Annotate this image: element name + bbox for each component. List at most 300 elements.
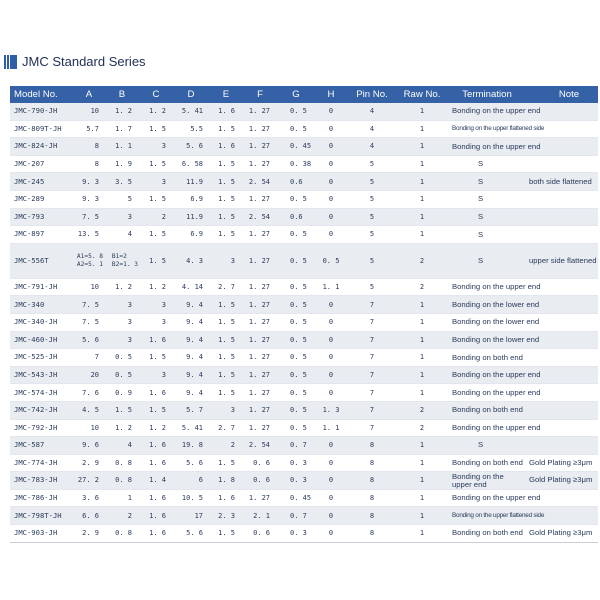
dim-a-cell: 13. 5 [77,230,99,239]
table-row [10,437,598,455]
raw-no-cell: 1 [419,107,425,116]
note-cell [526,226,598,243]
termination-cell: Bonding on the upper end [452,141,541,151]
dim-d-cell: 9. 4 [186,318,203,327]
dim-f-cell: 2. 54 [248,177,270,186]
termination-cell: Bonding on the upper end [452,471,504,489]
dim-b-cell: 0. 8 [115,476,132,485]
dim-d-cell: 5. 41 [181,107,203,116]
dim-h-cell: 1. 1 [322,423,340,432]
dim-h-cell: 0 [328,494,334,503]
dim-h-cell: 0 [328,107,334,116]
dim-f-cell: 1. 27 [248,159,270,168]
termination-cell: Bonding on the upper end [452,422,541,432]
dim-b-cell: 1. 7 [115,124,132,133]
termination-cell: Bonding on the upper end [452,282,541,292]
dim-b-cell: 1. 2 [115,423,132,432]
dim-g-cell: 0. 5 [290,318,307,327]
dim-c-cell: 3 [161,318,166,327]
raw-no-cell: 1 [419,335,425,344]
dim-h-cell: 0 [328,318,334,327]
dim-d-cell: 4. 14 [181,282,203,291]
dim-c-cell: 1. 2 [149,423,166,432]
dim-c-cell: 3 [161,177,166,186]
dim-d-cell: 11.9 [186,212,203,221]
pin-no-cell: 7 [369,406,375,415]
dim-b-cell: B1=2 B2=1. 3 [111,252,138,268]
dim-e-cell: 1. 5 [218,124,235,133]
dim-a-cell: 8 [94,159,99,168]
dim-a-cell: 10 [90,107,99,116]
raw-no-cell: 1 [419,353,425,362]
dim-b-cell: 1. 9 [115,159,132,168]
model-no-cell: JMC-791-JH [14,281,58,291]
table-row [10,332,598,350]
dim-g-cell: 0. 5 [290,353,307,362]
termination-cell: Bonding on the upper flattened side [452,124,545,132]
termination-cell: S [478,176,484,186]
note-cell: Gold Plating ≥3μm [529,528,593,538]
dim-c-cell: 1. 5 [149,159,166,168]
dim-c-cell: 1. 6 [149,494,166,503]
dim-a-cell: 2. 9 [82,458,99,467]
dim-f-cell: 2. 54 [248,441,270,450]
raw-no-cell: 1 [419,142,425,151]
note-cell [526,507,598,524]
dim-d-cell: 9. 4 [186,335,203,344]
termination-cell: Bonding on both end [452,405,523,415]
dim-f-cell: 1. 27 [248,335,270,344]
dim-b-cell: 3 [127,212,132,221]
table-row [10,103,598,121]
dim-b-cell: 2 [127,511,132,520]
dim-h-cell: 1. 3 [322,406,340,415]
raw-no-cell: 1 [419,195,425,204]
dim-c-cell: 1. 6 [149,458,166,467]
dim-a-cell: 3. 6 [82,494,99,503]
model-no-cell: JMC-809T-JH [14,123,62,133]
dim-e-cell: 1. 5 [218,388,235,397]
dim-a-cell: 20 [90,370,99,379]
dim-f-cell: 1. 27 [248,388,270,397]
raw-no-cell: 2 [419,423,425,432]
dim-d-cell: 5. 6 [186,142,203,151]
note-cell: both side flattened [529,176,592,186]
table-row [10,384,598,402]
dim-c-cell: 1. 6 [149,441,166,450]
note-cell: Gold Plating ≥3μm [529,457,593,467]
dim-c-cell: 3 [161,370,166,379]
dim-g-cell: 0. 45 [290,142,312,151]
dim-g-cell: 0. 3 [290,476,307,485]
dim-b-cell: 0. 8 [115,458,132,467]
dim-f-cell: 1. 27 [248,195,270,204]
header-raw-no: Raw No. [403,88,441,100]
dim-a-cell: 5. 6 [82,335,99,344]
header-termination: Termination [462,88,512,100]
dim-e-cell: 1. 6 [218,142,235,151]
pin-no-cell: 7 [369,423,375,432]
dim-g-cell: 0. 5 [290,335,307,344]
model-no-cell: JMC-742-JH [14,405,58,415]
raw-no-cell: 1 [419,370,425,379]
table-row [10,349,598,367]
pin-no-cell: 8 [369,529,375,538]
dim-d-cell: 6. 58 [181,159,203,168]
raw-no-cell: 1 [419,458,425,467]
dim-f-cell: 1. 27 [248,406,270,415]
dim-d-cell: 5. 41 [181,423,203,432]
dim-g-cell: 0. 38 [290,159,312,168]
dim-h-cell: 0 [328,388,334,397]
header-e: E [222,88,230,100]
dim-d-cell: 9. 4 [186,353,203,362]
section-marker-icon [4,55,17,69]
termination-cell: Bonding on the lower end [452,317,540,327]
header-model-no: Model No. [14,88,58,100]
pin-no-cell: 7 [369,335,375,344]
pin-no-cell: 4 [369,142,375,151]
dim-f-cell: 1. 27 [248,124,270,133]
dim-c-cell: 1. 6 [149,529,166,538]
termination-cell: Bonding on the upper end [452,387,541,397]
header-pin-no: Pin No. [356,88,388,100]
dim-e-cell: 2. 7 [218,282,235,291]
dim-d-cell: 6.9 [190,195,203,204]
dim-d-cell: 6.9 [190,230,203,239]
termination-cell: S [478,194,484,204]
model-no-cell: JMC-525-JH [14,352,58,362]
dim-f-cell: 0. 6 [253,458,270,467]
raw-no-cell: 1 [419,177,425,186]
dim-e-cell: 2 [230,441,235,450]
dim-f-cell: 0. 6 [253,476,270,485]
model-no-cell: JMC-245 [14,176,45,186]
pin-no-cell: 5 [369,282,375,291]
note-cell [526,191,598,208]
dim-e-cell: 3 [230,406,235,415]
header-c: C [152,88,160,100]
raw-no-cell: 2 [419,282,425,291]
dim-g-cell: 0. 7 [290,441,307,450]
pin-no-cell: 4 [369,124,375,133]
dim-a-cell: 7 [94,353,99,362]
dim-f-cell: 1. 27 [248,282,270,291]
header-note: Note [558,88,580,100]
table-row [10,191,598,209]
dim-b-cell: 1 [127,494,132,503]
pin-no-cell: 5 [369,159,375,168]
note-cell [526,121,598,138]
dim-g-cell: 0. 5 [290,406,307,415]
raw-no-cell: 1 [419,494,425,503]
dim-d-cell: 5. 6 [186,529,203,538]
model-no-cell: JMC-798T-JH [14,510,62,520]
pin-no-cell: 7 [369,388,375,397]
termination-cell: S [478,211,484,221]
page-title: JMC Standard Series [22,54,146,69]
model-no-cell: JMC-289 [14,194,45,204]
raw-no-cell: 2 [419,406,425,415]
dim-h-cell: 0 [328,300,334,309]
note-cell [526,437,598,454]
note-cell: Gold Plating ≥3μm [529,475,593,485]
table-row [10,279,598,297]
dim-g-cell: 0. 3 [290,529,307,538]
model-no-cell: JMC-556T [14,255,49,265]
dim-e-cell: 1. 5 [218,212,235,221]
dim-c-cell: 1. 6 [149,388,166,397]
termination-cell: Bonding on both end [452,458,523,468]
dim-h-cell: 0 [328,230,334,239]
dim-d-cell: 19. 8 [181,441,203,450]
model-no-cell: JMC-897 [14,229,45,239]
dim-a-cell: 9. 3 [82,177,99,186]
dim-g-cell: 0. 7 [290,511,307,520]
dim-e-cell: 2. 3 [218,511,235,520]
dim-a-cell: 7. 5 [82,212,99,221]
dim-f-cell: 1. 27 [248,300,270,309]
table-row [10,156,598,174]
model-no-cell: JMC-574-JH [14,387,58,397]
header-f: F [257,88,263,100]
table-row [10,507,598,525]
dim-d-cell: 5.5 [190,124,203,133]
header-b: B [118,88,126,100]
dim-f-cell: 1. 27 [248,370,270,379]
dim-h-cell: 0 [328,476,334,485]
dim-a-cell: 5.7 [86,124,99,133]
dim-d-cell: 9. 4 [186,370,203,379]
note-cell [526,490,598,507]
dim-f-cell: 1. 27 [248,256,270,265]
raw-no-cell: 1 [419,124,425,133]
dim-b-cell: 3 [127,300,132,309]
table-row [10,314,598,332]
raw-no-cell: 1 [419,441,425,450]
dim-e-cell: 1. 5 [218,353,235,362]
dim-d-cell: 17 [194,511,203,520]
termination-cell: Bonding on the upper end [452,370,541,380]
dim-a-cell: 7. 6 [82,388,99,397]
dim-a-cell: 10 [90,423,99,432]
dim-g-cell: 0. 5 [290,124,307,133]
table-row [10,226,598,244]
dim-a-cell: 6. 6 [82,511,99,520]
dim-c-cell: 1. 6 [149,511,166,520]
pin-no-cell: 7 [369,353,375,362]
dim-a-cell: A1=5. 8 A2=5. 1 [76,252,103,268]
dim-c-cell: 1. 2 [149,107,166,116]
note-cell [526,314,598,331]
header-g: G [292,88,300,100]
table-row [10,367,598,385]
dim-b-cell: 1. 2 [115,282,132,291]
dim-b-cell: 0. 5 [115,353,132,362]
model-no-cell: JMC-792-JH [14,422,58,432]
dim-a-cell: 7. 5 [82,300,99,309]
note-cell [526,279,598,296]
table-body [10,103,598,543]
dim-f-cell: 1. 27 [248,318,270,327]
dim-e-cell: 1. 5 [218,159,235,168]
pin-no-cell: 8 [369,511,375,520]
dim-g-cell: 0. 5 [290,195,307,204]
model-no-cell: JMC-207 [14,158,45,168]
dim-b-cell: 4 [127,230,132,239]
dim-a-cell: 4. 5 [82,406,99,415]
dim-e-cell: 3 [230,256,235,265]
header-a: A [85,88,93,100]
dim-b-cell: 1. 2 [115,107,132,116]
dim-h-cell: 0 [328,195,334,204]
model-no-cell: JMC-340-JH [14,317,58,327]
model-no-cell: JMC-340 [14,299,45,309]
dim-d-cell: 10. 5 [181,494,203,503]
dim-f-cell: 1. 27 [248,353,270,362]
dim-f-cell: 1. 27 [248,230,270,239]
dim-e-cell: 1. 6 [218,494,235,503]
dim-c-cell: 1. 5 [149,353,166,362]
pin-no-cell: 4 [369,107,375,116]
dim-c-cell: 1. 5 [149,195,166,204]
table-row [10,472,598,490]
dim-h-cell: 0 [328,441,334,450]
note-cell [526,296,598,313]
standard-series-table [10,86,598,543]
raw-no-cell: 1 [419,318,425,327]
dim-e-cell: 1. 5 [218,195,235,204]
dim-d-cell: 4. 3 [186,256,203,265]
table-row [10,490,598,508]
dim-e-cell: 1. 5 [218,230,235,239]
dim-h-cell: 0 [328,458,334,467]
raw-no-cell: 1 [419,230,425,239]
dim-f-cell: 1. 27 [248,494,270,503]
pin-no-cell: 5 [369,230,375,239]
dim-g-cell: 0. 5 [290,370,307,379]
note-cell [526,384,598,401]
dim-a-cell: 9. 3 [82,195,99,204]
table-row [10,121,598,139]
termination-cell: Bonding on the upper end [452,493,541,503]
model-no-cell: JMC-786-JH [14,493,58,503]
table-row [10,455,598,473]
dim-f-cell: 2. 54 [248,212,270,221]
dim-d-cell: 9. 4 [186,388,203,397]
dim-c-cell: 1. 5 [149,124,166,133]
pin-no-cell: 7 [369,300,375,309]
model-no-cell: JMC-824-JH [14,141,58,151]
table-row [10,525,598,543]
pin-no-cell: 8 [369,441,375,450]
pin-no-cell: 5 [369,195,375,204]
model-no-cell: JMC-774-JH [14,457,58,467]
raw-no-cell: 1 [419,300,425,309]
dim-e-cell: 1. 6 [218,107,235,116]
model-no-cell: JMC-903-JH [14,528,58,538]
raw-no-cell: 1 [419,388,425,397]
dim-c-cell: 1. 6 [149,335,166,344]
model-no-cell: JMC-460-JH [14,334,58,344]
note-cell [526,367,598,384]
dim-f-cell: 1. 27 [248,107,270,116]
note-cell [526,156,598,173]
dim-d-cell: 9. 4 [186,300,203,309]
dim-h-cell: 0 [328,159,334,168]
dim-e-cell: 1. 5 [218,318,235,327]
termination-cell: S [478,440,484,450]
dim-b-cell: 1. 1 [115,142,132,151]
dim-h-cell: 0 [328,353,334,362]
termination-cell: Bonding on the upper flattened side [452,511,545,519]
pin-no-cell: 5 [369,256,375,265]
raw-no-cell: 1 [419,159,425,168]
dim-g-cell: 0.6 [290,212,303,221]
dim-c-cell: 3 [161,142,166,151]
note-cell [526,138,598,155]
dim-b-cell: 0. 8 [115,529,132,538]
table-row [10,244,598,279]
table-header-row [10,86,598,103]
table-row [10,138,598,156]
table-row [10,173,598,191]
raw-no-cell: 2 [419,256,425,265]
pin-no-cell: 8 [369,458,375,467]
model-no-cell: JMC-543-JH [14,369,58,379]
header-d: D [187,88,195,100]
dim-b-cell: 3 [127,318,132,327]
dim-h-cell: 0 [328,212,334,221]
dim-h-cell: 0. 5 [322,256,340,265]
dim-g-cell: 0. 3 [290,458,307,467]
dim-a-cell: 27. 2 [77,476,99,485]
dim-c-cell: 1. 5 [149,256,166,265]
dim-e-cell: 2. 7 [218,423,235,432]
dim-f-cell: 1. 27 [248,142,270,151]
dim-h-cell: 0 [328,529,334,538]
dim-a-cell: 10 [90,282,99,291]
dim-a-cell: 8 [94,142,99,151]
dim-b-cell: 5 [127,195,132,204]
dim-d-cell: 5. 6 [186,458,203,467]
dim-h-cell: 0 [328,124,334,133]
dim-c-cell: 3 [161,300,166,309]
dim-h-cell: 0 [328,370,334,379]
table-row [10,402,598,420]
dim-g-cell: 0. 5 [290,107,307,116]
dim-c-cell: 1. 5 [149,230,166,239]
raw-no-cell: 1 [419,476,425,485]
dim-g-cell: 0. 5 [290,388,307,397]
raw-no-cell: 1 [419,212,425,221]
header-h: H [327,88,335,100]
dim-e-cell: 1. 5 [218,300,235,309]
dim-e-cell: 1. 8 [218,476,235,485]
dim-f-cell: 0. 6 [253,529,270,538]
pin-no-cell: 8 [369,476,375,485]
dim-b-cell: 1. 5 [115,406,132,415]
dim-d-cell: 5. 7 [186,406,203,415]
dim-g-cell: 0. 5 [290,282,307,291]
raw-no-cell: 1 [419,529,425,538]
note-cell [526,402,598,419]
dim-b-cell: 3. 5 [115,177,132,186]
dim-b-cell: 3 [127,335,132,344]
dim-g-cell: 0. 5 [290,300,307,309]
termination-cell: S [478,255,484,265]
table-row [10,296,598,314]
